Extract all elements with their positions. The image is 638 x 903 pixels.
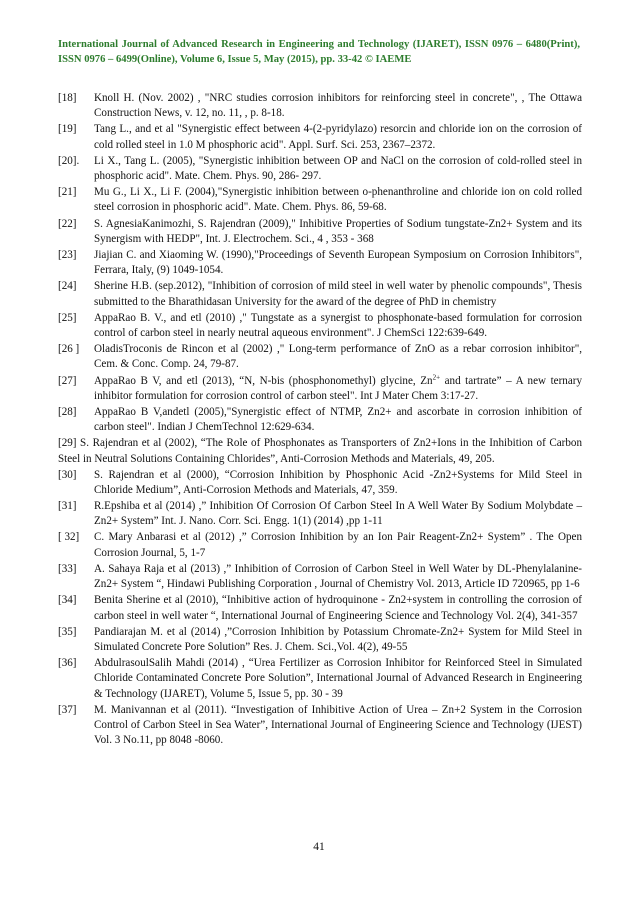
reference-number: [22] (58, 217, 77, 230)
reference-number: [19] (58, 123, 77, 136)
reference-text: Benita Sherine et al (2010), “Inhibitive action of hydroquinone - Zn2+system in controlling the corrosion of carbon steel in well water “, International Journal of Engineering Science and Technology Vol. 2(4), 341-357 (94, 594, 582, 622)
reference-text: Tang L., and et al "Synergistic effect between 4-(2-pyridylazo) resorcin and chloride ion on the corrosion of cold rolled steel in 1.0 M phosphoric acid". Appl. Surf. Sci. 253, 2367–2372. (94, 123, 582, 151)
reference-item (58, 91, 582, 122)
reference-item (58, 593, 582, 624)
reference-text-part: and tartrate” – A new ternary inhibitor formulation for corrosion control of carbon steel". Int J Mater Chem 3:17-27. (94, 374, 583, 402)
reference-text: M. Manivannan et al (2011). “Investigation of Inhibitive Action of Urea – Zn+2 System in the Corrosion Control of Carbon Steel in Sea Water”, International Journal of Engineering Science and Technology (IJEST) Vol. 3 No.11, pp 8048 -8060. (94, 703, 582, 747)
journal-header: International Journal of Advanced Research in Engineering and Technology (IJARET), ISSN 0976 – 6480(Print), ISSN 0976 – 6499(Online), Volume 6, Issue 5, May (2015), pp. 33-42 © IAEME (58, 39, 580, 65)
page-number: 41 (313, 841, 325, 853)
reference-number: [23] (58, 248, 77, 261)
reference-text (58, 436, 582, 467)
reference-text: S. Rajendran et al (2000), “Corrosion Inhibition by Phosphonic Acid -Zn2+Systems for Mild Steel in Chloride Medium”, Anti-Corrosion Methods and Materials, 47, 359. (94, 468, 582, 496)
reference-number: [24] (58, 280, 77, 293)
reference-text: Pandiarajan M. et al (2014) ,”Corrosion Inhibition by Potassium Chromate-Zn2+ System for Mild Steel in Simulated Concrete Pore Solution” Res. J. Chem. Sci.,Vol. 4(2), 49-55 (94, 625, 582, 653)
reference-text (94, 374, 582, 405)
reference-item (58, 562, 582, 593)
reference-item (58, 154, 582, 185)
reference-text: AppaRao B V,andetl (2005),"Synergistic effect of NTMP, Zn2+ and ascorbate in corrosion inhibition of carbon steel". Indian J ChemTechnol 12:629-634. (94, 405, 582, 434)
reference-item (58, 703, 582, 749)
reference-text: Mu G., Li X., Li F. (2004),"Synergistic inhibition between o-phenanthroline and chloride ion on cold rolled steel corrosion in phosphoric acid". Mate. Chem. Phys. 86, 59-68. (94, 186, 582, 214)
reference-text-part: AppaRao B V, and etl (2013), “N, N-bis (phosphonomethyl) glycine, Zn (94, 374, 433, 387)
reference-number: [28] (58, 405, 77, 418)
reference-number: [34] (58, 594, 77, 607)
reference-number: [33] (58, 562, 77, 575)
reference-number: [30] (58, 468, 77, 481)
reference-text: AppaRao B. V., and etl (2010) ," Tungstate as a synergist to phosphonate-based formulation for corrosion control of carbon steel in nearly neutral aqueous environment". J ChemSci 122:639-649. (94, 311, 582, 340)
reference-text: C. Mary Anbarasi et al (2012) ,” Corrosion Inhibition by an Ion Pair Reagent-Zn2+ System” . The Open Corrosion Journal, 5, 1-7 (94, 531, 582, 559)
reference-item (58, 625, 582, 656)
reference-text: Li X., Tang L. (2005), "Synergistic inhibition between OP and NaCl on the corrosion of cold-rolled steel in phosphoric acid". Mate. Chem. Phys. 90, 286- 297. (94, 154, 582, 183)
reference-number: [31] (58, 500, 77, 513)
reference-text: AbdulrasoulSalih Mahdi (2014) , “Urea Fertilizer as Corrosion Inhibitor for Reinforced Steel in Simulated Chloride Contaminated Concrete Pore Solution”, International Journal of Advanced Research in Engineering & Technology (IJARET), Volume 5, Issue 5, pp. 30 - 39 (94, 657, 582, 700)
reference-text: Jiajian C. and Xiaoming W. (1990),"Proceedings of Seventh European Symposium on Corrosion Inhibitors", Ferrara, Italy, (9) 1049-1054. (94, 248, 582, 277)
reference-number: [35] (58, 625, 77, 638)
reference-item (58, 342, 582, 373)
reference-item (58, 374, 582, 405)
reference-text: OladisTroconis de Rincon et al (2002) ," Long-term performance of ZnO as a rebar corrosion inhibitor", Cem. & Conc. Comp. 24, 79-87. (94, 343, 582, 371)
reference-number: [21] (58, 186, 77, 199)
reference-item (58, 185, 582, 216)
reference-number: [37] (58, 703, 77, 716)
reference-item (58, 436, 582, 467)
reference-item (58, 122, 582, 153)
reference-text: S. AgnesiaKanimozhi, S. Rajendran (2009)," Inhibitive Properties of Sodium tungstate-Zn2+ System and its Synergism with HEDP", Int. J. Electrochem. Sci., 4 , 353 - 368 (94, 217, 582, 245)
reference-number: [29] S. (58, 437, 89, 450)
reference-text: R.Epshiba et al (2014) ,” Inhibition Of Corrosion Of Carbon Steel In A Well Water By Sodium Molybdate – Zn2+ System” Int. J. Nano. Corr. Sci. Engg. 1(1) (2014) ,pp 1-11 (94, 500, 582, 528)
reference-item (58, 217, 582, 248)
charge-superscript: 2+ (432, 372, 441, 381)
reference-number: [20]. (58, 154, 80, 167)
reference-number: [26 ] (58, 343, 80, 356)
reference-item (58, 656, 582, 702)
reference-item (58, 530, 582, 561)
reference-text-part: Rajendran et al (2002), “The Role of Phosphonates as Transporters of Zn2+Ions in the Inhibition of Carbon Steel in Neutral Solutions Containing Chlorides”, Anti-Corrosion Methods and Materials, 49, 205. (58, 437, 583, 465)
reference-item (58, 468, 582, 499)
reference-number: [25] (58, 311, 77, 324)
reference-list (58, 91, 582, 749)
reference-item (58, 279, 582, 310)
reference-item (58, 311, 582, 342)
reference-item (58, 499, 582, 530)
reference-number: [18] (58, 92, 77, 104)
reference-number: [ 32] (58, 531, 80, 544)
reference-item (58, 405, 582, 436)
reference-text: Sherine H.B. (sep.2012), "Inhibition of corrosion of mild steel in well water by phenolic compounds", Thesis submitted to the Bharathidasan University for the award of the degree of PhD in chemistry (94, 280, 582, 308)
reference-text: Knoll H. (Nov. 2002) , "NRC studies corrosion inhibitors for reinforcing steel in concrete", , The Ottawa Construction News, v. 12, no. 11, , p. 8-18. (94, 92, 582, 120)
reference-number: [27] (58, 374, 77, 387)
reference-text: A. Sahaya Raja et al (2013) ,” Inhibition of Corrosion of Carbon Steel in Well Water by DL-Phenylalanine-Zn2+ System “, Hindawi Publishing Corporation , Journal of Chemistry Vol. 2013, Article ID 720965, pp 1-6 (94, 562, 582, 591)
reference-number: [36] (58, 657, 77, 670)
reference-item (58, 248, 582, 279)
